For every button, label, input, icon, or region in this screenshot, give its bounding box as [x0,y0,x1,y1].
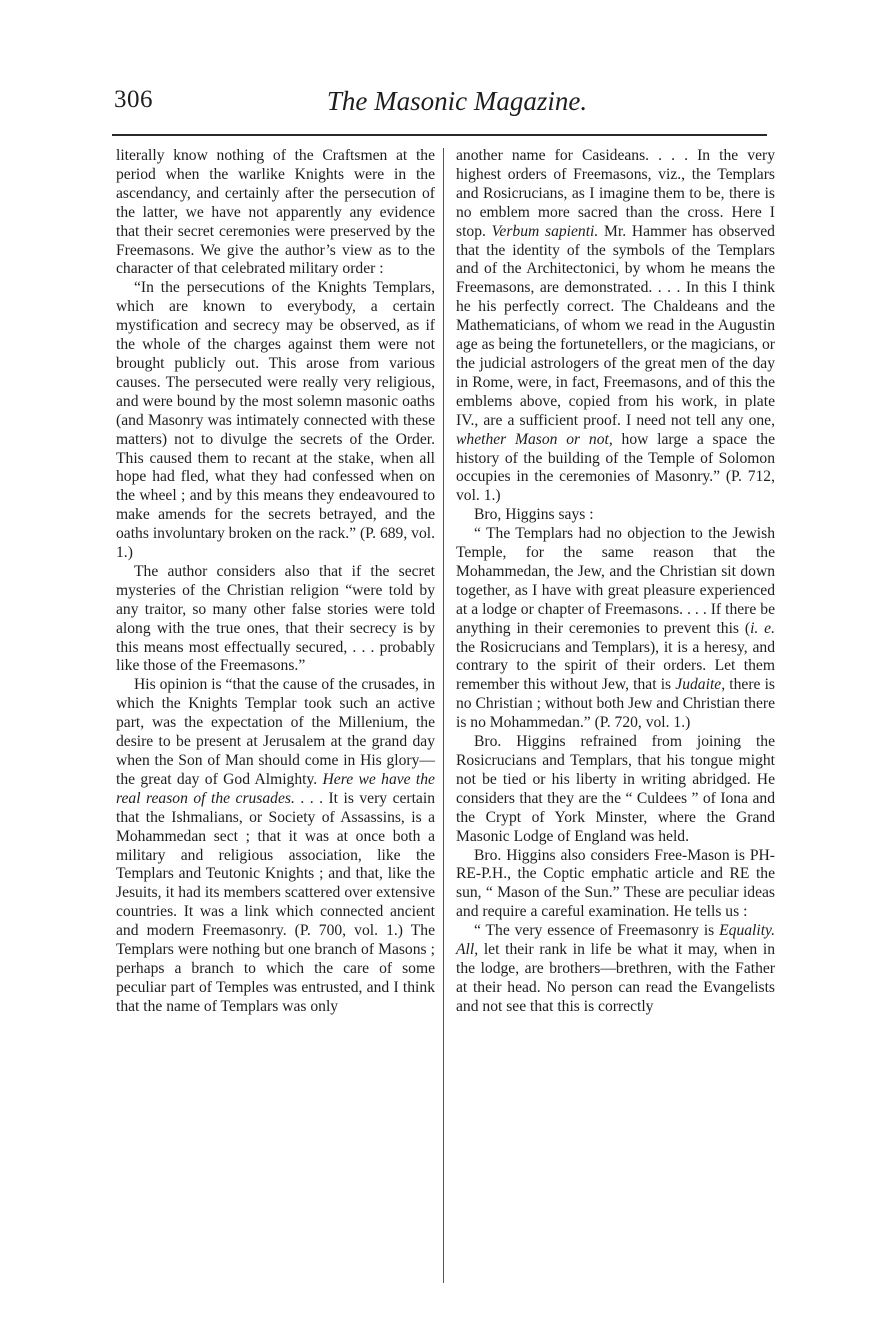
paragraph [456,525,775,733]
paragraph: Bro, Higgins says : [474,506,594,524]
italic-text: Judaite, [675,676,726,694]
text-run: the Rosicrucians and Templars), it is a heresy, and contrary to the spirit of their orders. Let them remember this without Jew, that is [456,638,775,694]
text-run: there is no Christian ; without both Jew and Christian there is no Mohammedan.” (P. 720, vol. 1.) [456,676,775,732]
right-column [456,147,775,1017]
italic-text: Here we have the real reason of the crusades. [116,770,435,807]
text-run: His opinion is “that the cause of the crusades, in which the Knights Templar took such an active part, was the expectation of the Millenium, the desire to be present at Jerusalem at the grand day when the Son of Man should come in His glory—the great day of God Almighty. [116,676,435,788]
paragraph [116,676,435,1016]
running-title: The Masonic Magazine. [326,86,588,116]
paragraph: Bro. Higgins refrained from joining the Rosicrucians and Templars, that his tongue might not be tied or his liberty in writing abridged. He considers that they are the “ Culdees ” of Iona and the Crypt of York Minster, where the Grand Masonic Lodge of England was held. [456,733,775,845]
paragraph [456,147,775,506]
text-run: let their rank in life be what it may, when in the lodge, are brothers—brethren, with the Father at their head. No person can read the Evangelists and not see that this is correctly [456,941,775,1015]
text-run: “ The very essence of Freemasonry is [474,922,715,940]
text-run: how large a space the history of the building of the Temple of Solomon occupies in the ceremonies of Masonry.” (P. 712, vol. 1.) [456,430,776,505]
italic-text: i. e. [750,619,775,637]
text-run: “ The Templars had no objection to the Jewish Temple, for the same reason that the Mohammedan, the Jew, and the Christian sit down together, as I have with great pleasure experienced at a lodge or chapter of Freemasons. . . . If there be anything in their ceremonies to prevent this ( [456,525,775,637]
text-run: Mr. Hammer has observed that the identity of the symbols of the Templars and of the Architectonici, by whom he means the Freemasons, are demonstrated. . . . In this I think he his perfectly correct. The Chaldeans and the Mathematicians, of whom we read in the Augustin age as being the fortunetellers, or the magicians, or the judicial astrologers of the great men of the day in Rome, were, in fact, Freemasons, and of this the emblems above, copied from his work, in plate IV., are a sufficient proof. I need not tell any one, [456,222,775,429]
left-column [116,147,435,1017]
column-divider [443,148,444,1283]
paragraph: “In the persecutions of the Knights Templars, which are known to everybody, a certain mystification and secrecy may be observed, as if the whole of the charges against them were not brought publicly out. This arose from various causes. The persecuted were really very religious, and were bound by the most solemn masonic oaths (and Masonry was intimately connected with these matters) not to divulge the secrets of the Order. This caused them to recant at the stake, when all hope had fled, what they had confessed when on the wheel ; and by this means they endeavoured to make amends for the secrets betrayed, and the oaths involuntary broken on the rack.” (P. 689, vol. 1.) [116,279,435,562]
paragraph: literally know nothing of the Craftsmen at the period when the warlike Knights were in the ascendancy, and certainly after the persecution of the latter, we have not apparently any evidence that their secret ceremonies were preserved by the Freemasons. We give the author’s view as to the character of that celebrated military order : [116,147,435,278]
paragraph [456,922,775,1017]
paragraph: The author considers also that if the secret mysteries of the Christian religion “were told by any traitor, so many other false stories were told along with the true ones, that their secrecy is by this means most effectually secured, . . . probably like those of the Freemasons.” [116,562,435,675]
italic-text: Equality. All, [456,922,775,959]
italic-text: Verbum sapienti. [491,222,599,240]
header-rule [112,134,767,136]
page-number: 306 [114,86,153,113]
text-run: . . . It is very certain that the Ishmalians, or Society of Assassins, is a Mohammedan sect ; that it was at once both a military and religious association, like the Templars and Teutonic Knights ; and that, like the Jesuits, it had its members scattered over extensive countries. It was a link which connected ancient and modern Freemasonry. (P. 700, vol. 1.) The Templars were nothing but one branch of Masons ; perhaps a branch to which the care of some peculiar part of Temples was entrusted, and I think that the name of Templars was only [116,789,435,1015]
italic-text: whether Mason or not, [456,430,613,448]
text-run: another name for Casideans. . . . In the very highest orders of Freemasons, viz., the Templars and Rosicrucians, as I imagine them to be, there is no emblem more sacred than the cross. Here I stop. [456,147,775,240]
paragraph: Bro. Higgins also considers Free-Mason is PH-RE-P.H., the Coptic emphatic article and RE the sun, “ Mason of the Sun.” These are peculiar ideas and require a careful examination. He tells us : [456,846,775,921]
